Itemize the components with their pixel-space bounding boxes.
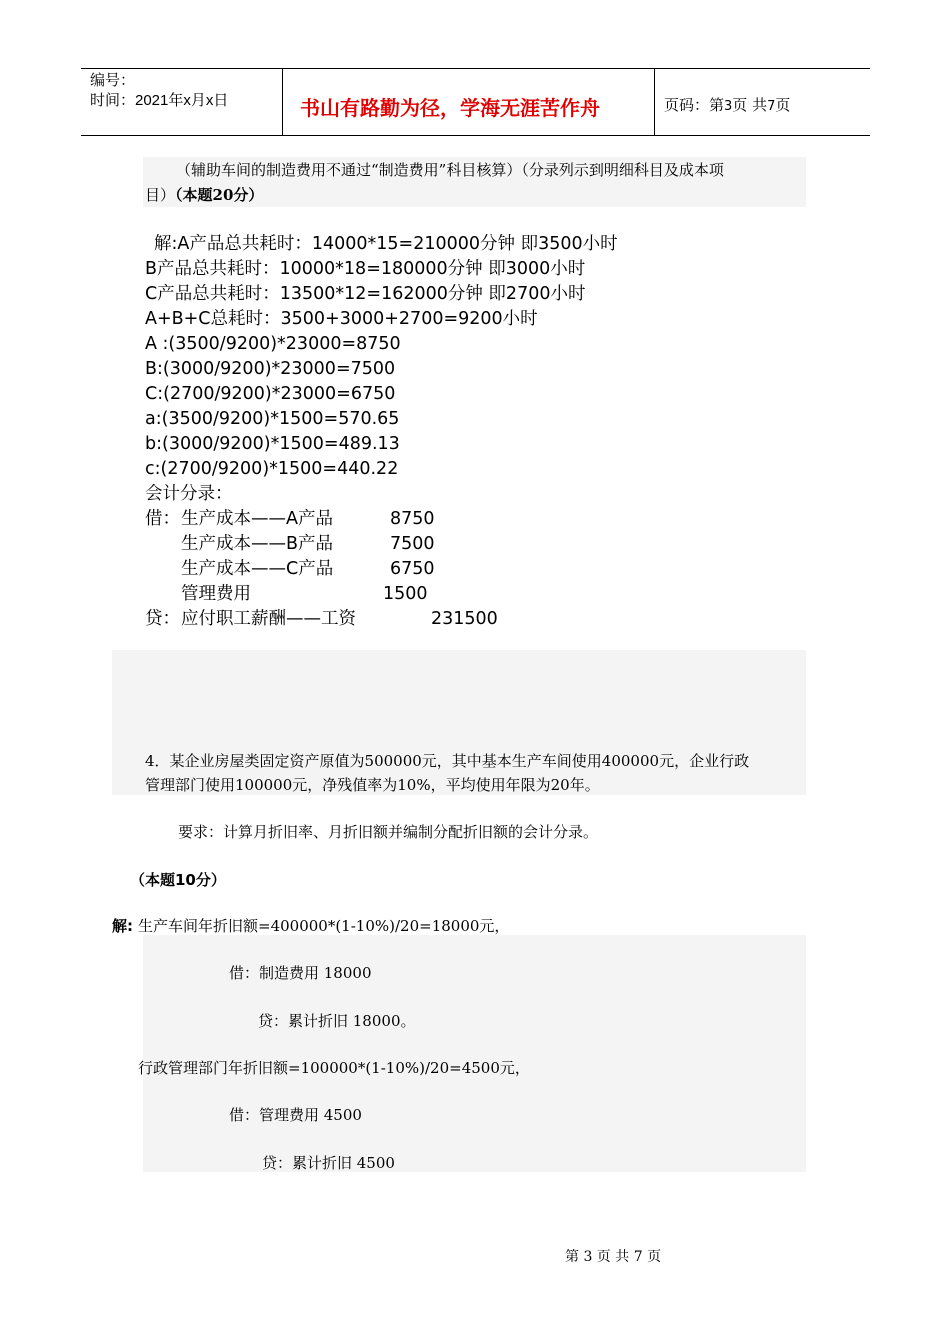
solution2-credit-2: 贷：累计折旧 4500 <box>262 1154 395 1172</box>
header-page-total: 7 <box>767 99 776 114</box>
intro-line-2 <box>145 183 263 207</box>
header-divider-right <box>654 69 655 136</box>
question4-requirement: 要求：计算月折旧率、月折旧额并编制分配折旧额的会计分录。 <box>178 823 599 841</box>
header-time-label: 时间：2021年x月x日 <box>90 92 229 109</box>
header-page-mid: 页 共 <box>732 96 768 114</box>
header-motto: 书山有路勤为径，学海无涯苦作舟 <box>300 96 600 120</box>
calc-line-4: A+B+C总耗时：3500+3000+2700=9200小时 <box>145 309 538 329</box>
question4-score: （本题10分） <box>130 871 226 889</box>
calc-line-2: B产品总共耗时：10000*18=180000分钟 即3000小时 <box>145 259 586 279</box>
intro-score: （本题20分） <box>175 186 264 204</box>
solution2-label: 解: <box>112 917 133 935</box>
entry-1-amount: 8750 <box>390 509 435 529</box>
header-number-label: 编号： <box>90 72 136 89</box>
calc-line-10: c:(2700/9200)*1500=440.22 <box>145 459 399 479</box>
question4-line-1: 4．某企业房屋类固定资产原值为500000元，其中基本生产车间使用400000元，企业行政 <box>145 752 750 770</box>
solution2-line-2: 行政管理部门年折旧额=100000*(1-10%)/20=4500元， <box>138 1059 530 1077</box>
solution2-credit-1: 贷：累计折旧 18000。 <box>258 1012 416 1030</box>
entry-2-amount: 7500 <box>390 534 435 554</box>
header-top-rule <box>81 68 870 69</box>
solution2-debit-2: 借：管理费用 4500 <box>229 1106 362 1124</box>
entry-5-prefix: 贷： <box>145 609 180 629</box>
entry-1-account: 生产成本——A产品 <box>181 509 333 529</box>
calc-line-5: A :(3500/9200)*23000=8750 <box>145 334 401 354</box>
header-page-suffix: 页 <box>775 96 791 114</box>
intro-line-2-prefix: 目） <box>145 186 176 204</box>
entry-4-account: 管理费用 <box>181 584 251 604</box>
solution2-line-1: 生产车间年折旧额=400000*(1-10%)/20=18000元， <box>138 917 510 935</box>
question4-line-2: 管理部门使用100000元，净残值率为10%，平均使用年限为20年。 <box>145 776 600 794</box>
entry-3-amount: 6750 <box>390 559 435 579</box>
calc-line-8: a:(3500/9200)*1500=570.65 <box>145 409 400 429</box>
calc-line-6: B:(3000/9200)*23000=7500 <box>145 359 396 379</box>
header-page-code <box>664 94 790 115</box>
entry-5-account: 应付职工薪酬——工资 <box>181 609 356 629</box>
entry-1-prefix: 借： <box>145 509 180 529</box>
header-divider-left <box>282 69 283 136</box>
entry-3-account: 生产成本——C产品 <box>181 559 334 579</box>
intro-line-1: （辅助车间的制造费用不通过“制造费用”科目核算）（分录列示到明细科目及成本项 <box>176 161 724 179</box>
entry-2-account: 生产成本——B产品 <box>181 534 334 554</box>
entries-heading: 会计分录： <box>145 484 233 504</box>
calc-line-3: C产品总共耗时：13500*12=162000分钟 即2700小时 <box>145 284 586 304</box>
entry-5-amount: 231500 <box>431 609 498 629</box>
header-bottom-rule <box>81 135 870 136</box>
header-page-current: 3 <box>724 99 733 114</box>
calc-line-9: b:(3000/9200)*1500=489.13 <box>145 434 400 454</box>
calc-line-1: 解:A产品总共耗时：14000*15=210000分钟 即3500小时 <box>154 234 618 254</box>
page-footer: 第 3 页 共 7 页 <box>565 1249 662 1265</box>
calc-line-7: C:(2700/9200)*23000=6750 <box>145 384 396 404</box>
entry-4-amount: 1500 <box>383 584 428 604</box>
solution2-debit-1: 借：制造费用 18000 <box>229 964 372 982</box>
header-page-prefix: 页码：第 <box>664 96 725 114</box>
